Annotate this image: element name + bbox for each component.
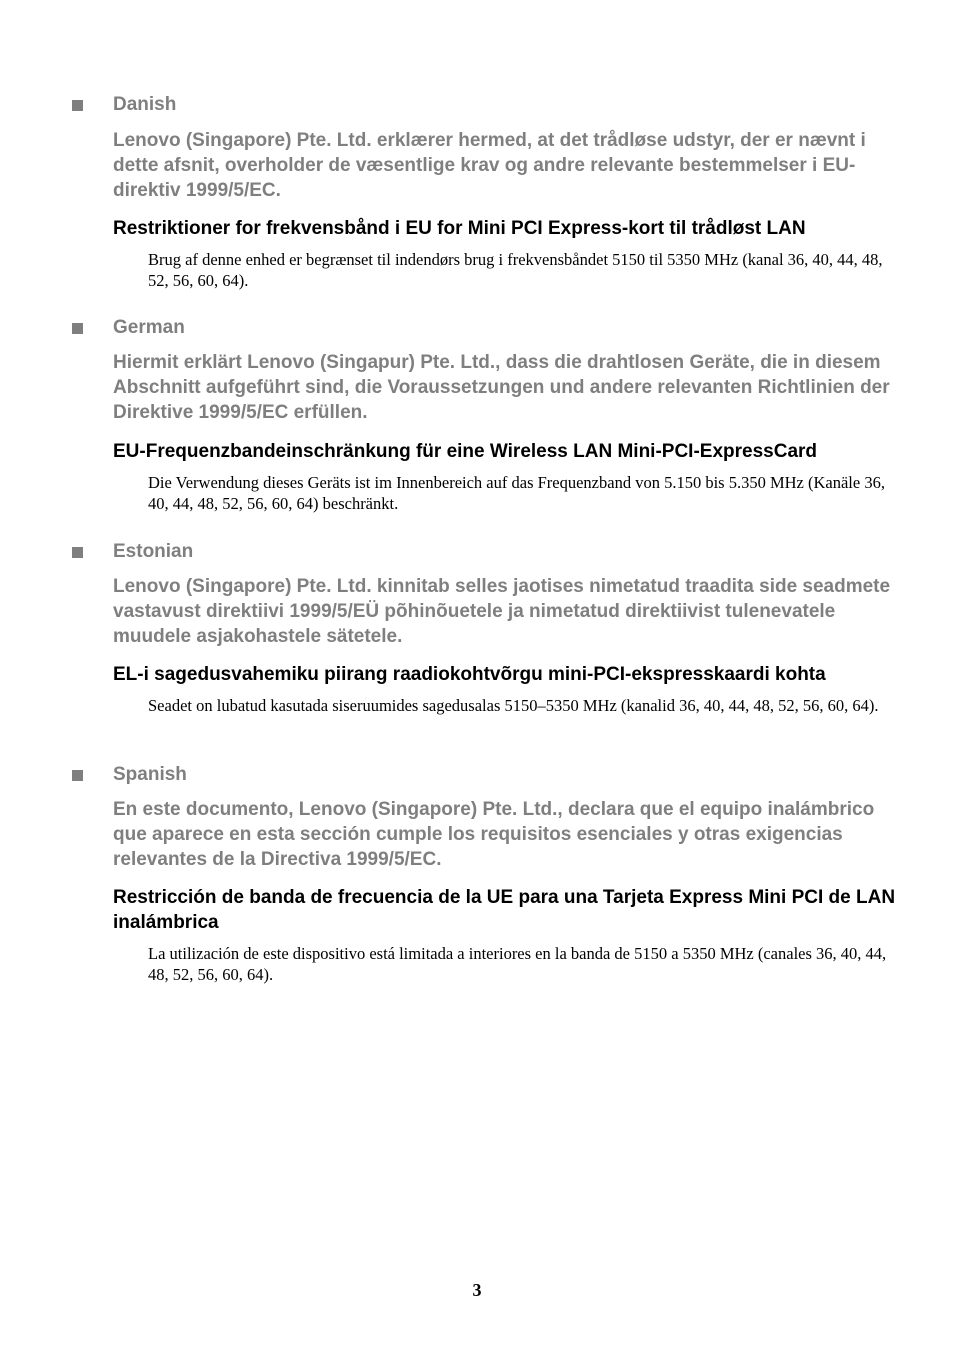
section-body: La utilización de este dispositivo está limitada a interiores en la banda de 5150 a 5350 MHz (canales 36, 40, 44, 48, 52, 56, 60, 64).	[148, 944, 887, 984]
declaration-text: En este documento, Lenovo (Singapore) Pte. Ltd., declara que el equipo inalámbrico que aparece en esta sección cumple los requisitos esenciales y otras exigencias relevantes de la Directiva 1999/5/EC.	[113, 799, 875, 870]
square-bullet-icon	[72, 547, 83, 558]
section-subheading: EL-i sagedusvahemiku piirang raadiokohtvõrgu mini-PCI-ekspresskaardi kohta	[113, 664, 826, 685]
section-subheading: Restricción de banda de frecuencia de la UE para una Tarjeta Express Mini PCI de LAN inalámbrica	[113, 887, 896, 933]
language-heading: Estonian	[113, 541, 194, 562]
language-heading: Danish	[113, 94, 177, 115]
section-subheading: Restriktioner for frekvensbånd i EU for Mini PCI Express-kort til trådløst LAN	[113, 218, 806, 239]
section-body: Seadet on lubatud kasutada siseruumides sagedusalas 5150–5350 MHz (kanalid 36, 40, 44, 48, 52, 56, 60, 64).	[148, 696, 879, 715]
square-bullet-icon	[72, 770, 83, 781]
declaration-text: Hiermit erklärt Lenovo (Singapur) Pte. Ltd., dass die drahtlosen Geräte, die in diesem Abschnitt aufgeführt sind, die Voraussetzungen und andere relevanten Richtlinien der Direktive 1999/5/EC erfüllen.	[113, 352, 890, 423]
declaration-text: Lenovo (Singapore) Pte. Ltd. kinnitab selles jaotises nimetatud traadita side seadmete vastavust direktiivi 1999/5/EÜ põhinõuetele ja nimetatud direktiivist tulenevatele muudele asjakohastele sätetele.	[113, 576, 891, 647]
section-subheading: EU-Frequenzbandeinschränkung für eine Wireless LAN Mini-PCI-ExpressCard	[113, 441, 818, 462]
language-heading: German	[113, 317, 185, 338]
page-number: 3	[472, 1280, 482, 1300]
square-bullet-icon	[72, 100, 83, 111]
section-body: Die Verwendung dieses Geräts ist im Innenbereich auf das Frequenzband von 5.150 bis 5.350 MHz (Kanäle 36, 40, 44, 48, 52, 56, 60, 64) beschränkt.	[148, 473, 885, 513]
square-bullet-icon	[72, 323, 83, 334]
language-heading: Spanish	[113, 764, 187, 785]
declaration-text: Lenovo (Singapore) Pte. Ltd. erklærer hermed, at det trådløse udstyr, der er nævnt i dette afsnit, overholder de væsentlige krav og andre relevante bestemmelser i EU-direktiv 1999/5/EC.	[113, 130, 866, 201]
section-body: Brug af denne enhed er begrænset til indendørs brug i frekvensbåndet 5150 til 5350 MHz (kanal 36, 40, 44, 48, 52, 56, 60, 64).	[148, 250, 883, 290]
